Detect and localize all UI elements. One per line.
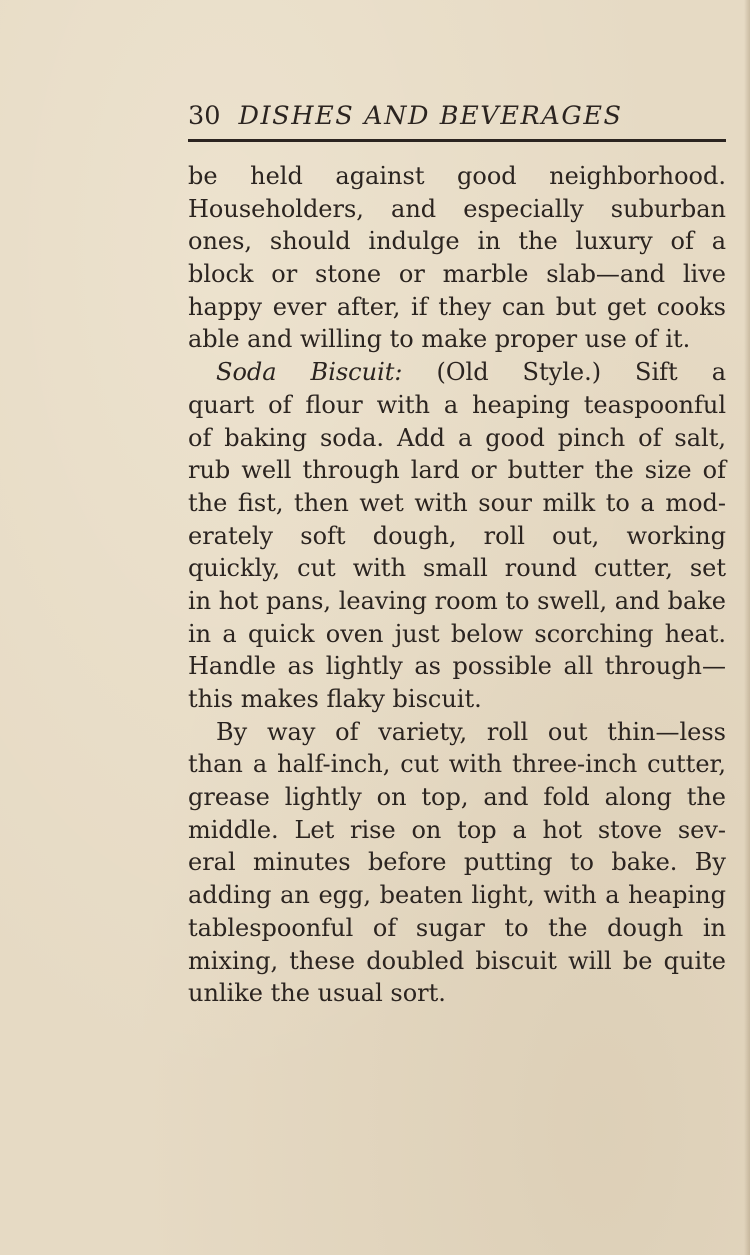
text-line: ones, should indulge in the luxury of a xyxy=(188,227,726,256)
text-line: of baking soda. Add a good pinch of salt, xyxy=(188,423,726,452)
running-head xyxy=(188,98,726,134)
text-line: the fist, then wet with sour milk to a mod- xyxy=(188,488,726,517)
text-line: happy ever after, if they can but get cooks xyxy=(188,292,726,321)
text-line: grease lightly on top, and fold along the xyxy=(188,783,726,812)
text-line: able and willing to make proper use of it. xyxy=(188,325,691,354)
text-line: than a half-inch, cut with three-inch cutter, xyxy=(188,750,726,779)
text-line: be held against good neighborhood. xyxy=(188,162,726,190)
text-line: middle. Let rise on top a hot stove sev- xyxy=(188,815,726,844)
text-line: in a quick oven just below scorching heat. xyxy=(188,619,726,648)
recipe-title: Soda Biscuit: xyxy=(216,358,403,387)
text-line: rub well through lard or butter the size of xyxy=(188,456,726,485)
running-title: DISHES AND BEVERAGES xyxy=(238,101,623,131)
text-line: quickly, cut with small round cutter, set xyxy=(188,554,726,583)
text-line: eral minutes before putting to bake. By xyxy=(188,848,726,877)
text-line: (Old Style.) Sift a xyxy=(436,358,726,387)
recipe-first-line xyxy=(188,356,726,389)
text-line: this makes flaky biscuit. xyxy=(188,685,482,713)
text-line: in hot pans, leaving room to swell, and bake xyxy=(188,586,726,615)
text-line: tablespoonful of sugar to the dough in xyxy=(188,913,726,942)
text-line: block or stone or marble slab—and live xyxy=(188,260,726,289)
text-line: quart of flour with a heaping teaspoonful xyxy=(188,390,726,419)
header-rule xyxy=(188,139,726,142)
text-line: adding an egg, beaten light, with a heaping xyxy=(188,881,726,910)
page-number: 30 xyxy=(188,101,221,131)
text-line: Householders, and especially suburban xyxy=(188,194,726,223)
text-line: mixing, these doubled biscuit will be quite xyxy=(188,946,726,975)
text-line: Handle as lightly as possible all through— xyxy=(188,652,726,681)
page-edge-shadow xyxy=(744,0,750,1255)
text-line: erately soft dough, roll out, working xyxy=(188,521,726,550)
text-line: unlike the usual sort. xyxy=(188,979,446,1008)
body-text xyxy=(188,160,726,1010)
text-line: By way of variety, roll out thin—less xyxy=(216,717,726,746)
